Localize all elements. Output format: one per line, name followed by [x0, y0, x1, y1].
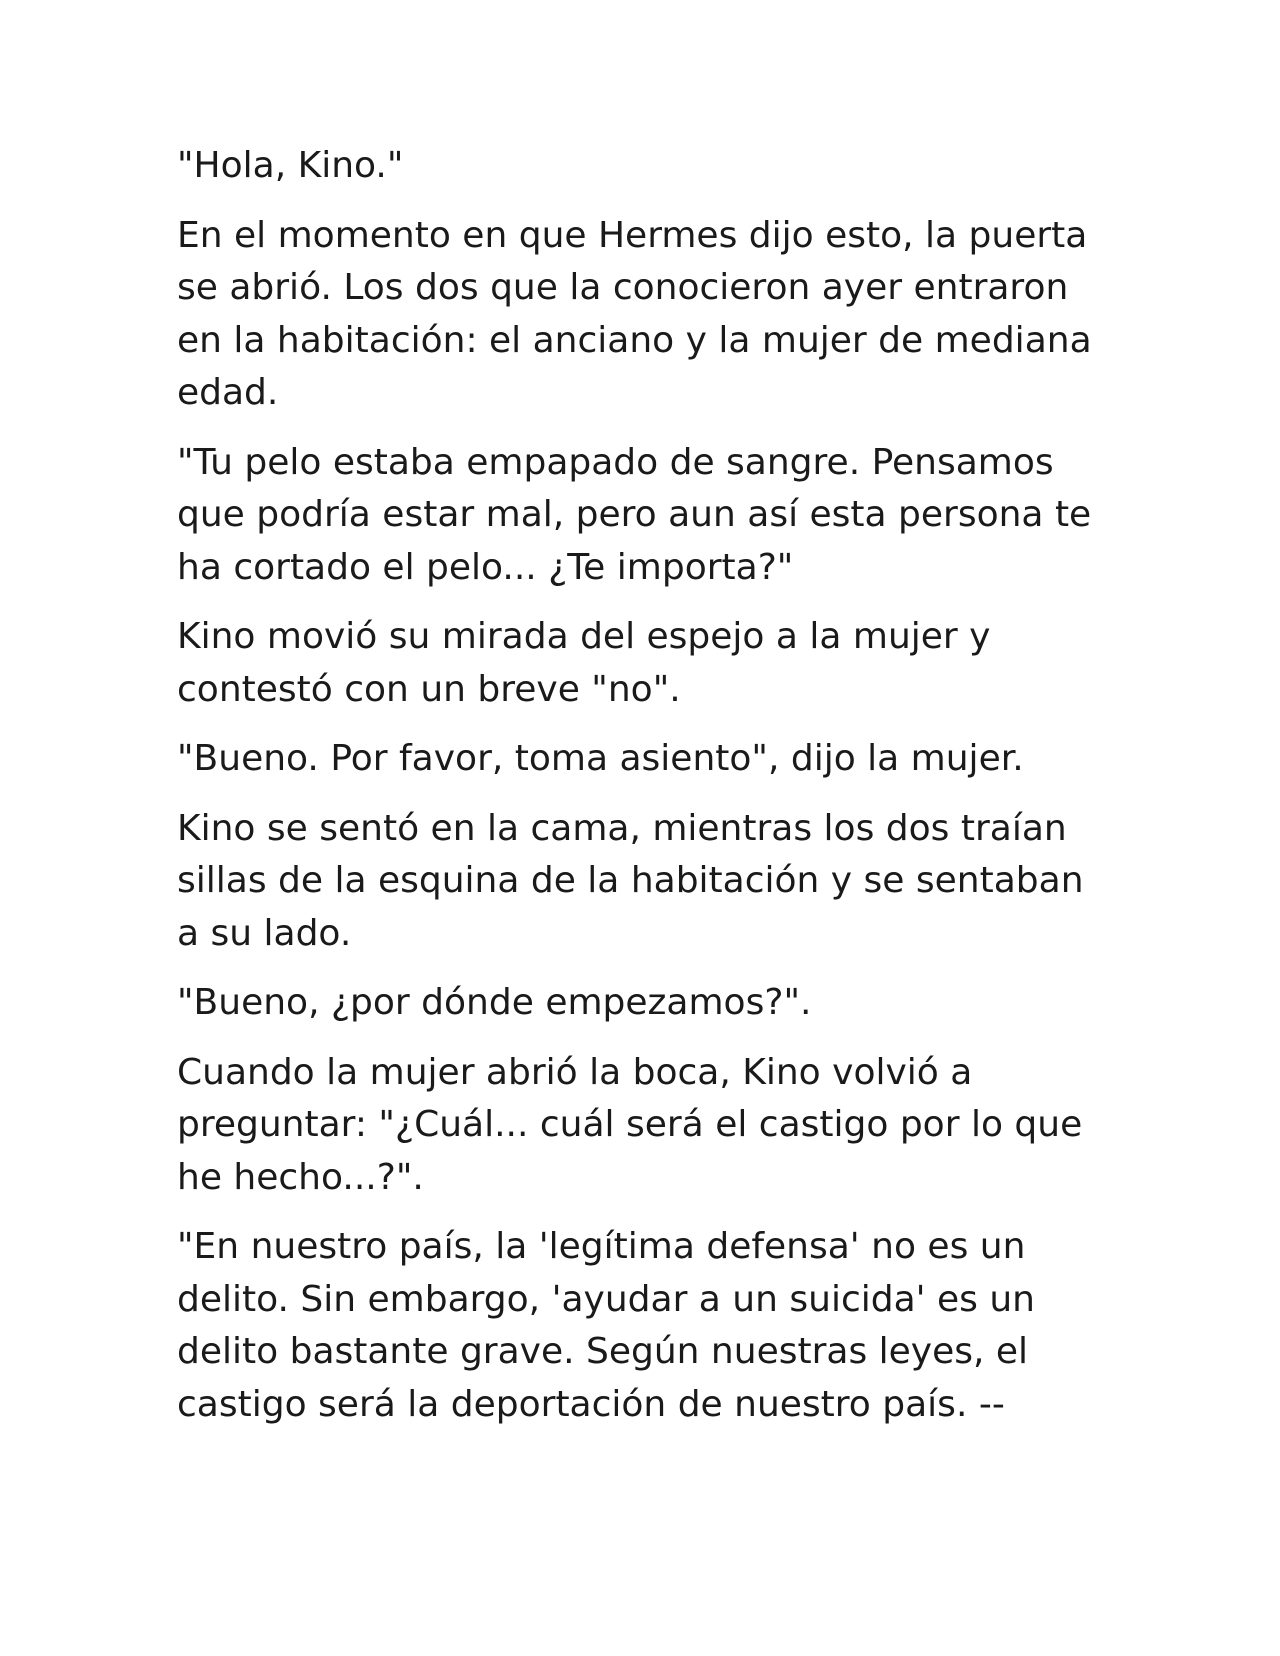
paragraph-4: Kino movió su mirada del espejo a la mujer y contestó con un breve "no".	[177, 616, 991, 710]
paragraph-3: "Tu pelo estaba empapado de sangre. Pensamos que podría estar mal, pero aun así esta persona te ha cortado el pelo... ¿Te importa?"	[177, 441, 1092, 588]
paragraph-1: "Hola, Kino."	[177, 145, 404, 186]
paragraph-5: "Bueno. Por favor, toma asiento", dijo la mujer.	[177, 738, 1024, 779]
paragraph-9: "En nuestro país, la 'legítima defensa' no es un delito. Sin embargo, 'ayudar a un suicida' es un delito bastante grave. Según nuestras leyes, el castigo será la deportación de nuestro país. --	[177, 1226, 1035, 1425]
paragraph-7: "Bueno, ¿por dónde empezamos?".	[177, 982, 812, 1023]
paragraph-2: En el momento en que Hermes dijo esto, la puerta se abrió. Los dos que la conocieron ayer entraron en la habitación: el anciano y la mujer de mediana edad.	[177, 214, 1092, 413]
paragraph-6: Kino se sentó en la cama, mientras los dos traían sillas de la esquina de la habitación y se sentaban a su lado.	[177, 807, 1084, 954]
document-page	[177, 140, 1117, 1448]
paragraph-8: Cuando la mujer abrió la boca, Kino volvió a preguntar: "¿Cuál... cuál será el castigo por lo que he hecho...?".	[177, 1051, 1083, 1198]
